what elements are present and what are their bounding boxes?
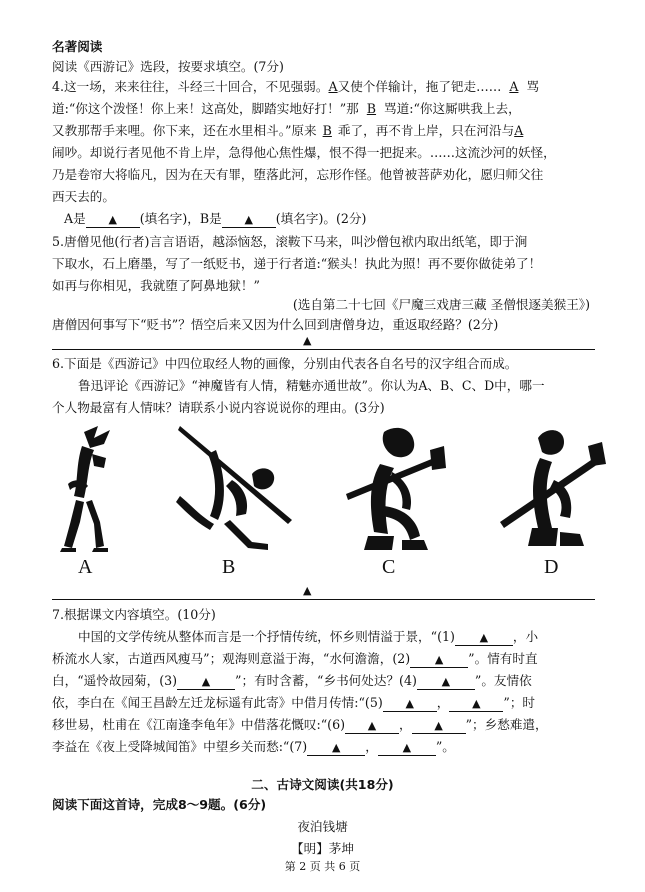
answer-blank-a[interactable]: ▲	[86, 212, 140, 228]
q6-answer-marker[interactable]: ▲	[303, 584, 312, 597]
fill-blank-5b[interactable]: ▲	[449, 696, 503, 712]
answer-blank-b[interactable]: ▲	[222, 212, 276, 228]
section-heading: 名著阅读	[52, 39, 103, 54]
q4-line-1: 4.这一场，来来往往，斗经三十回合，不见强弱。A又使个佯输计，拖了钯走…… A 骂	[52, 79, 540, 94]
part-two-heading: 二、古诗文阅读(共18分)	[251, 777, 394, 792]
q4-line-2: 道:“你这个泼怪！你上来！这高处，脚踏实地好打！”那 B 骂道:“你这厮哄我上去，	[52, 101, 521, 116]
character-portrait-b	[160, 424, 300, 554]
q5-line-1: 5.唐僧见他(行者)言言语语，越添恼怒，滚鞍下马来，叫沙僧包袱内取出纸笔，即于涧	[52, 234, 528, 249]
q5-line-3: 如再与你相见，我就堕了阿鼻地狱！”	[52, 278, 260, 293]
character-portrait-d	[498, 424, 608, 554]
q7-line-7: 李益在《夜上受降城闻笛》中望乡关而愁:“(7) ▲ ， ▲ ”。	[52, 739, 455, 754]
poem-title: 夜泊钱塘	[297, 819, 348, 834]
q7-line-3: 桥流水人家，古道西风瘦马”；观海则意溢于海，“水何澹澹，(2) ▲ ”。情有时直	[52, 651, 538, 666]
fill-blank-3[interactable]: ▲	[177, 674, 235, 690]
q7-line-4: 白，“遥怜故园菊，(3) ▲ ”；有时含蓄，“乡书何处达？(4) ▲ ”。友情依	[52, 673, 532, 688]
portrait-label-a: A	[78, 556, 93, 578]
q6-line-1: 6.下面是《西游记》中四位取经人物的画像，分别由代表各自名号的汉字组合而成。	[52, 356, 518, 371]
portrait-label-d: D	[544, 556, 559, 578]
fill-blank-7a[interactable]: ▲	[307, 740, 365, 756]
fill-blank-1[interactable]: ▲	[455, 630, 513, 646]
fill-blank-5a[interactable]: ▲	[383, 696, 437, 712]
q7-line-1: 7.根据课文内容填空。(10分)	[52, 607, 216, 622]
fill-blank-6a[interactable]: ▲	[345, 718, 399, 734]
poem-instruction: 阅读下面这首诗，完成8～9题。(6分)	[52, 797, 267, 812]
fill-blank-6b[interactable]: ▲	[412, 718, 466, 734]
q4-line-4: 闹吵。却说行者见他不肯上岸，急得他心焦性爆，恨不得一把捉来。……这流沙河的妖怪，	[52, 145, 556, 160]
q4-line-5: 乃是卷帘大将临凡，因为在天有罪，堕落此河，忘形作怪。他曾被菩萨劝化，愿归师父往	[52, 167, 544, 182]
q5-source: (选自第二十七回《尸魔三戏唐三藏 圣僧恨逐美猴王》)	[292, 297, 590, 312]
q7-line-2: 中国的文学传统从整体而言是一个抒情传统，怀乡则情溢于景，“(1) ▲ ，小	[78, 629, 539, 644]
q4-line-3: 又教那帮手来哩。你下来，还在水里相斗。”原来 B 乖了，再不肯上岸，只在河沿与A	[52, 123, 524, 138]
q7-line-5: 依，李白在《闻王昌龄左迁龙标遥有此寄》中借月传情:“(5) ▲ ， ▲ ”；时	[52, 695, 536, 710]
reading-intro: 阅读《西游记》选段，按要求填空。(7分)	[52, 59, 284, 74]
q4-answer-line: A是 ▲ (填名字)，B是 ▲ (填名字)。(2分)	[64, 211, 367, 226]
q5-line-2: 下取水，石上磨墨，写了一纸贬书，递于行者道:“猴头！执此为照！再不要你做徒弟了！	[52, 256, 542, 271]
q5-question: 唐僧因何事写下“贬书”？悟空后来又因为什么回到唐僧身边，重返取经路？(2分)	[52, 317, 499, 332]
fill-blank-4[interactable]: ▲	[417, 674, 475, 690]
character-portrait-a	[54, 424, 124, 554]
answer-rule	[52, 599, 595, 600]
poem-author: 【明】茅坤	[291, 841, 354, 856]
q6-line-2: 鲁迅评论《西游记》“神魔皆有人情，精魅亦通世故”。你认为A、B、C、D中，哪一	[78, 378, 545, 393]
q7-line-6: 移世易，杜甫在《江南逢李龟年》中借落花慨叹:“(6) ▲ ， ▲ ”；乡愁难遣，	[52, 717, 548, 732]
q5-answer-marker[interactable]: ▲	[303, 334, 312, 347]
fill-blank-2[interactable]: ▲	[410, 652, 468, 668]
character-portrait-c	[344, 424, 454, 554]
portrait-label-b: B	[222, 556, 236, 578]
page-footer: 第 2 页 共 6 页	[284, 860, 361, 873]
fill-blank-7b[interactable]: ▲	[378, 740, 436, 756]
answer-rule	[52, 349, 595, 350]
q6-line-3: 个人物最富有人情味？请联系小说内容说说你的理由。(3分)	[52, 400, 385, 415]
portrait-label-c: C	[382, 556, 396, 578]
q4-line-6: 西天去的。	[52, 189, 115, 204]
